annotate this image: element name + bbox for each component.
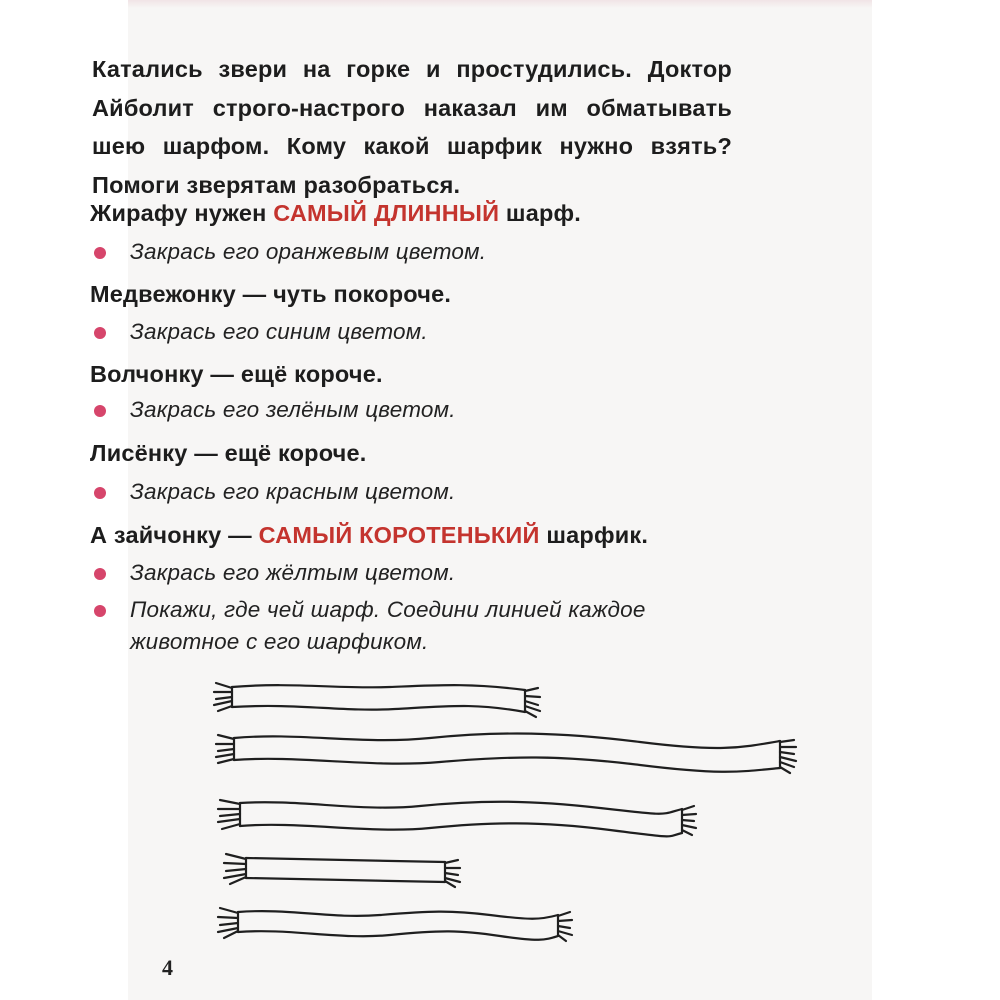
wolf-task: Закрась его зелёным цветом. [130,397,456,422]
hare-text-end: шарфик. [539,522,649,548]
giraffe-highlight: САМЫЙ ДЛИННЫЙ [273,200,500,226]
intro-line-4: нужно взять? Помоги зверятам разобраться. [92,133,733,198]
fox-task: Закрась его красным цветом. [130,479,456,504]
page-number: 4 [162,955,173,980]
intro-line-2: Доктор Айболит строго-настрого наказал им [92,56,732,121]
scarf-icon [218,908,572,941]
hare-task: Закрась его жёлтым цветом. [130,560,456,585]
bear-instruction: Медвежонку — чуть покороче. [90,281,452,307]
scarf-icon [218,800,696,836]
intro-line-1: Катались звери на горке и простудились. [92,56,633,82]
wolf-instruction: Волчонку — ещё короче. [90,361,383,387]
scarf-icon [214,683,540,717]
final-task: Покажи, где чей шарф. Соедини линией каждое животное с его шарфиком. [130,597,646,654]
giraffe-text: Жирафу нужен [90,200,274,226]
giraffe-text-end: шарф. [499,200,582,226]
fox-instruction: Лисёнку — ещё короче. [90,440,367,466]
bear-task: Закрась его синим цветом. [130,319,428,344]
scarf-icon [216,733,796,773]
giraffe-task: Закрась его оранжевым цветом. [130,239,487,264]
intro-line-3: обматывать шею шарфом. Кому какой шарфик [92,94,732,160]
hare-highlight: САМЫЙ КОРОТЕНЬКИЙ [258,522,540,548]
scarf-icon [224,854,460,887]
hare-text: А зайчонку — [90,522,259,548]
